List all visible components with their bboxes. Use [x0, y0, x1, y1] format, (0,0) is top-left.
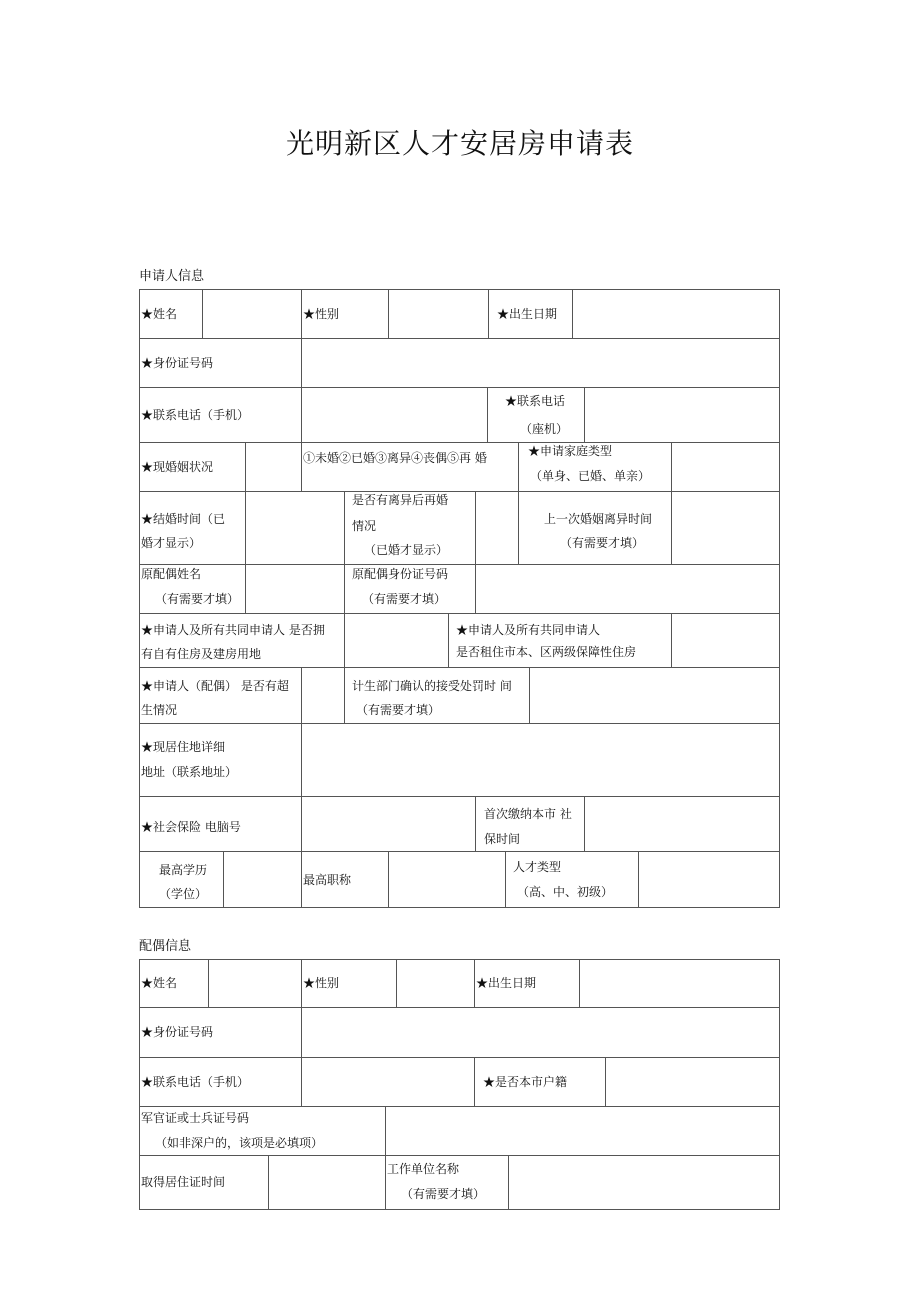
applicant-id-number-label: ★身份证号码	[141, 356, 214, 370]
col-divider	[344, 613, 345, 667]
own-house-label: ★申请人及所有共同申请人 是否拥	[141, 623, 325, 637]
col-divider	[572, 289, 573, 338]
col-divider	[487, 387, 488, 442]
col-divider	[529, 667, 530, 723]
ex-spouse-name-sub: （有需要才填）	[155, 592, 240, 606]
row-divider	[139, 442, 780, 443]
col-divider	[671, 442, 672, 491]
employer-sub: （有需要才填）	[401, 1187, 486, 1201]
first-payment-sub: 保时间	[484, 832, 521, 846]
marital-options: ①未婚②已婚③离异④丧偶⑤再 婚	[303, 451, 487, 465]
col-divider	[301, 1057, 302, 1106]
row-divider	[139, 564, 780, 565]
applicant-mobile-label: ★联系电话（手机）	[141, 408, 250, 422]
row-divider	[139, 613, 780, 614]
education-label: 最高学历	[159, 863, 208, 877]
col-divider	[396, 959, 397, 1007]
col-divider	[584, 387, 585, 442]
address-label: ★现居住地详细	[141, 740, 226, 754]
row-divider	[139, 491, 780, 492]
col-divider	[301, 442, 302, 491]
education-sub: （学位）	[159, 887, 208, 901]
col-divider	[584, 796, 585, 851]
col-divider	[671, 613, 672, 667]
applicant-gender-label: ★性别	[303, 307, 340, 321]
job-title-label: 最高职称	[303, 873, 352, 887]
rent-house-sub: 是否租住市本、区两级保障性住房	[456, 645, 637, 659]
remarried-label: 是否有离异后再婚	[352, 493, 449, 507]
remarried-label-2: 情况	[352, 519, 377, 533]
ex-spouse-id-label: 原配偶身份证号码	[352, 567, 449, 581]
marriage-time-sub: 婚才显示）	[141, 536, 202, 550]
row-divider	[139, 796, 780, 797]
col-divider	[518, 442, 519, 491]
family-type-label: ★申请家庭类型	[528, 444, 613, 458]
applicant-name-label: ★姓名	[141, 307, 178, 321]
row-divider	[139, 387, 780, 388]
col-divider	[245, 491, 246, 564]
military-id-label: 军官证或士兵证号码	[141, 1111, 250, 1125]
penalty-time-label: 计生部门确认的接受处罚时 间	[352, 679, 512, 693]
spouse-section-title: 配偶信息	[139, 939, 192, 954]
col-divider	[245, 442, 246, 491]
row-divider	[139, 338, 780, 339]
first-payment-label: 首次缴纳本市 社	[484, 807, 572, 821]
col-divider	[301, 338, 302, 387]
col-divider	[579, 959, 580, 1007]
page-title: 光明新区人才安居房申请表	[285, 127, 634, 160]
ex-spouse-name-label: 原配偶姓名	[141, 567, 202, 581]
row-divider	[139, 1057, 780, 1058]
talent-type-sub: （高、中、初级）	[517, 885, 614, 899]
employer-label: 工作单位名称	[387, 1162, 460, 1176]
col-divider	[301, 851, 302, 908]
talent-type-label: 人才类型	[513, 860, 562, 874]
applicant-marital-status-label: ★现婚姻状况	[141, 460, 214, 474]
col-divider	[388, 289, 389, 338]
spouse-mobile-label: ★联系电话（手机）	[141, 1075, 250, 1089]
col-divider	[605, 1057, 606, 1106]
military-id-sub: （如非深户的，该项是必填项）	[155, 1136, 324, 1150]
applicant-landline-sub: （座机）	[520, 422, 569, 436]
col-divider	[474, 959, 475, 1007]
spouse-gender-label: ★性别	[303, 976, 340, 990]
row-divider	[139, 1155, 780, 1156]
col-divider	[344, 564, 345, 613]
row-divider	[139, 723, 780, 724]
col-divider	[518, 491, 519, 564]
social-insurance-label: ★社会保险 电脑号	[141, 820, 241, 834]
col-divider	[671, 491, 672, 564]
row-divider	[139, 667, 780, 668]
spouse-birth-date-label: ★出生日期	[476, 976, 537, 990]
col-divider	[301, 959, 302, 1007]
col-divider	[505, 851, 506, 908]
col-divider	[245, 564, 246, 613]
rent-house-label: ★申请人及所有共同申请人	[456, 623, 601, 637]
local-hukou-label: ★是否本市户籍	[483, 1075, 568, 1089]
col-divider	[301, 796, 302, 851]
penalty-time-sub: （有需要才填）	[356, 703, 441, 717]
col-divider	[475, 491, 476, 564]
col-divider	[268, 1155, 269, 1210]
over-birth-label: ★申请人（配偶） 是否有超	[141, 679, 289, 693]
applicant-birth-date-label: ★出生日期	[497, 307, 558, 321]
col-divider	[508, 1155, 509, 1210]
col-divider	[638, 851, 639, 908]
col-divider	[488, 289, 489, 338]
row-divider	[139, 851, 780, 852]
col-divider	[301, 1007, 302, 1057]
last-divorce-sub: （有需要才填）	[560, 536, 645, 550]
col-divider	[301, 723, 302, 796]
col-divider	[475, 796, 476, 851]
family-type-sub: （单身、已婚、单亲）	[530, 469, 651, 483]
col-divider	[448, 613, 449, 667]
col-divider	[301, 387, 302, 442]
col-divider	[388, 851, 389, 908]
applicant-landline-label: ★联系电话	[505, 394, 566, 408]
applicant-section-title: 申请人信息	[139, 269, 205, 284]
col-divider	[301, 289, 302, 338]
remarried-sub: （已婚才显示）	[364, 543, 449, 557]
col-divider	[223, 851, 224, 908]
col-divider	[475, 564, 476, 613]
col-divider	[474, 1057, 475, 1106]
col-divider	[385, 1106, 386, 1155]
ex-spouse-id-sub: （有需要才填）	[362, 592, 447, 606]
last-divorce-label: 上一次婚姻离异时间	[544, 512, 653, 526]
col-divider	[385, 1155, 386, 1210]
spouse-id-number-label: ★身份证号码	[141, 1025, 214, 1039]
address-sub: 地址（联系地址）	[141, 765, 238, 779]
residence-permit-time-label: 取得居住证时间	[141, 1175, 226, 1189]
col-divider	[202, 289, 203, 338]
own-house-sub: 有自有住房及建房用地	[141, 647, 262, 661]
col-divider	[208, 959, 209, 1007]
spouse-name-label: ★姓名	[141, 976, 178, 990]
col-divider	[301, 667, 302, 723]
col-divider	[344, 667, 345, 723]
row-divider	[139, 1007, 780, 1008]
over-birth-sub: 生情况	[141, 703, 178, 717]
col-divider	[344, 491, 345, 564]
marriage-time-label: ★结婚时间（已	[141, 512, 226, 526]
